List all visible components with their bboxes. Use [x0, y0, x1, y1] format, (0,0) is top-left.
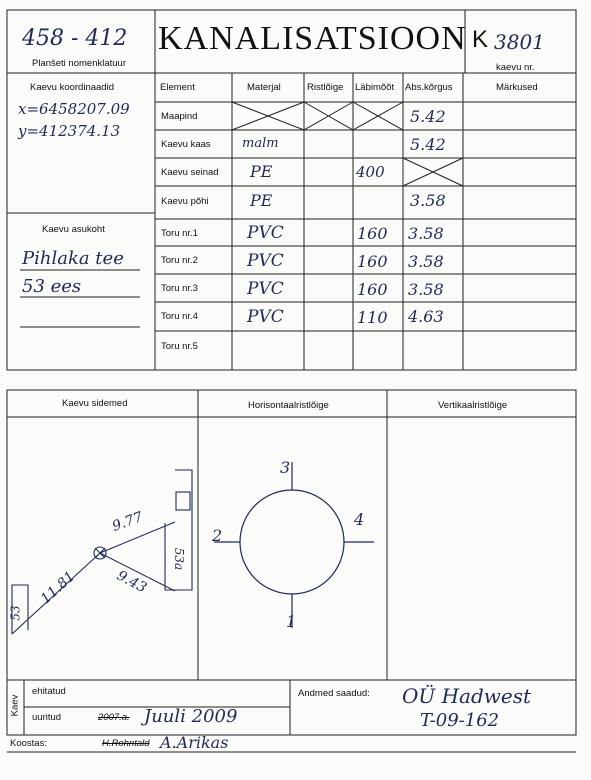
building-a-label: 53a	[172, 547, 187, 571]
well-label: kaevu nr.	[496, 62, 535, 73]
row-element: Toru nr.3	[161, 283, 198, 294]
data-reference: T-09-162	[420, 710, 500, 731]
section-horizontal: Horisontaalristlõige	[248, 400, 329, 411]
row-diameter: 400	[356, 163, 385, 181]
coordinate-y: y=412374.13	[18, 122, 121, 140]
row-material: PVC	[247, 307, 284, 327]
col-element: Element	[160, 82, 195, 93]
well-prefix: K	[472, 26, 489, 53]
row-material: PVC	[247, 223, 284, 243]
pipe-4-label: 4	[354, 510, 365, 529]
surveyed-date: Juuli 2009	[144, 706, 238, 727]
page-title: KANALISATSIOON	[158, 20, 467, 57]
row-abs: 3.58	[408, 224, 444, 243]
row-element: Kaevu põhi	[161, 196, 209, 207]
row-element: Kaevu kaas	[161, 139, 211, 150]
col-abs-height: Abs.kõrgus	[405, 82, 453, 93]
section-vertical: Vertikaalristlõige	[438, 400, 508, 411]
ties-sketch	[12, 470, 192, 634]
location-line-2: 53 ees	[22, 276, 82, 297]
surveyed-label: uuritud	[32, 712, 62, 723]
compiled-label: Koostas:	[10, 738, 47, 749]
compiled-stamp: H.Rohntald	[102, 738, 150, 749]
row-element: Toru nr.4	[161, 311, 198, 322]
row-diameter: 110	[357, 308, 388, 327]
coordinate-x: x=6458207.09	[18, 100, 130, 118]
row-diameter: 160	[357, 280, 388, 299]
location-line-1: Pihlaka tee	[22, 248, 124, 269]
surveyed-year: 2007.a.	[98, 712, 130, 723]
distance-a: 9.77	[110, 509, 145, 535]
col-material: Materjal	[247, 82, 281, 93]
row-diameter: 160	[357, 252, 388, 271]
well-number: 3801	[494, 30, 545, 54]
row-element: Toru nr.1	[161, 228, 198, 239]
data-source: OÜ Hadwest	[402, 684, 532, 708]
sheet-label: Planšeti nomenklatuur	[32, 58, 126, 69]
row-abs: 5.42	[410, 107, 446, 126]
row-material: malm	[242, 136, 279, 151]
row-abs: 4.63	[408, 307, 444, 326]
col-remarks: Märkused	[496, 82, 538, 93]
pipe-3-label: 3	[280, 458, 291, 477]
location-label: Kaevu asukoht	[42, 224, 105, 235]
data-source-label: Andmed saadud:	[298, 688, 370, 699]
coordinates-label: Kaevu koordinaadid	[30, 82, 114, 93]
row-abs: 3.58	[408, 252, 444, 271]
row-abs: 3.58	[408, 280, 444, 299]
horizontal-section	[214, 462, 374, 628]
col-cross-section: Ristlõige	[307, 82, 344, 93]
row-diameter: 160	[357, 224, 388, 243]
building-b-label: 53	[8, 605, 23, 621]
row-material: PE	[250, 162, 273, 181]
row-material: PE	[250, 191, 273, 210]
row-element: Toru nr.5	[161, 341, 198, 352]
built-label: ehitatud	[32, 686, 66, 697]
row-element: Kaevu seinad	[161, 167, 219, 178]
distance-c: 11.81	[37, 568, 79, 608]
sheet-number: 458 - 412	[22, 26, 128, 51]
row-abs: 3.58	[410, 191, 446, 210]
row-abs: 5.42	[410, 135, 446, 154]
compiled-name: A.Arikas	[160, 733, 229, 752]
footer-side-label: Kaev	[9, 694, 21, 717]
distance-b: 9.43	[114, 567, 150, 597]
pipe-1-label: 1	[286, 612, 297, 631]
section-ties: Kaevu sidemed	[62, 398, 128, 409]
row-material: PVC	[247, 279, 284, 299]
row-material: PVC	[247, 251, 284, 271]
pipe-2-label: 2	[212, 526, 223, 545]
row-element: Toru nr.2	[161, 255, 198, 266]
col-diameter: Läbimõõt	[355, 82, 395, 93]
row-element: Maapind	[161, 111, 198, 122]
